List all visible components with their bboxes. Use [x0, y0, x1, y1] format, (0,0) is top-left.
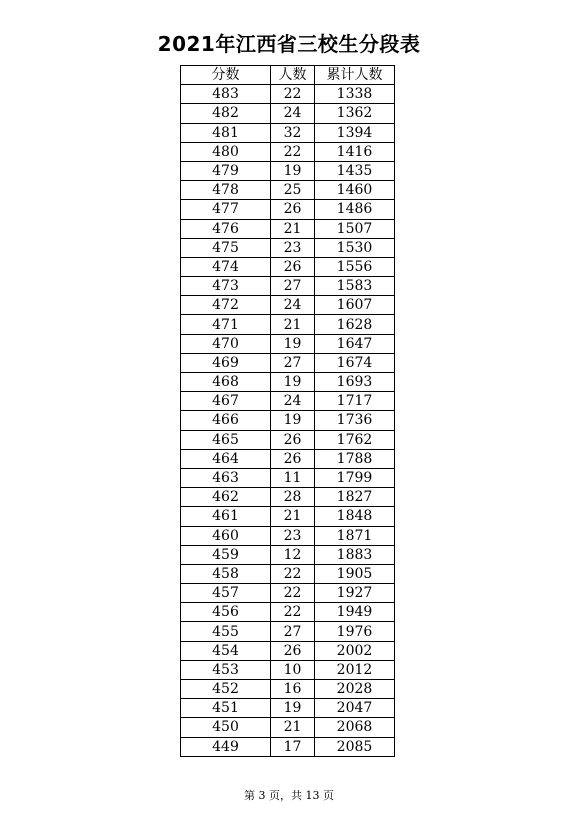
cell-count: 25 [271, 181, 315, 200]
cell-count: 24 [271, 296, 315, 315]
cell-cumulative: 1607 [315, 296, 395, 315]
cell-count: 23 [271, 238, 315, 257]
cell-cumulative: 1583 [315, 277, 395, 296]
table-row [181, 373, 395, 392]
table-row [181, 699, 395, 718]
cell-score: 449 [181, 737, 271, 756]
cell-count: 27 [271, 353, 315, 372]
cell-count: 26 [271, 449, 315, 468]
cell-cumulative: 1799 [315, 468, 395, 487]
cell-score: 482 [181, 104, 271, 123]
cell-count: 27 [271, 622, 315, 641]
cell-count: 26 [271, 430, 315, 449]
cell-cumulative: 1486 [315, 200, 395, 219]
table-row [181, 238, 395, 257]
table-row [181, 526, 395, 545]
cell-count: 16 [271, 680, 315, 699]
cell-count: 28 [271, 488, 315, 507]
cell-cumulative: 1871 [315, 526, 395, 545]
cell-score: 478 [181, 181, 271, 200]
cell-score: 450 [181, 718, 271, 737]
table-row [181, 315, 395, 334]
cell-count: 22 [271, 85, 315, 104]
cell-count: 26 [271, 257, 315, 276]
cell-score: 477 [181, 200, 271, 219]
cell-cumulative: 1949 [315, 603, 395, 622]
table-row [181, 392, 395, 411]
cell-score: 460 [181, 526, 271, 545]
cell-cumulative: 1460 [315, 181, 395, 200]
cell-cumulative: 1905 [315, 564, 395, 583]
table-body [181, 85, 395, 757]
cell-cumulative: 1647 [315, 334, 395, 353]
cell-cumulative: 1416 [315, 142, 395, 161]
cell-cumulative: 1507 [315, 219, 395, 238]
table-row [181, 488, 395, 507]
cell-count: 22 [271, 564, 315, 583]
cell-score: 461 [181, 507, 271, 526]
cell-cumulative: 2012 [315, 660, 395, 679]
cell-score: 459 [181, 545, 271, 564]
cell-score: 465 [181, 430, 271, 449]
cell-count: 23 [271, 526, 315, 545]
table-row [181, 737, 395, 756]
cell-score: 479 [181, 161, 271, 180]
header-row [181, 66, 395, 85]
table-row [181, 200, 395, 219]
cell-cumulative: 1628 [315, 315, 395, 334]
cell-score: 468 [181, 373, 271, 392]
cell-cumulative: 1394 [315, 123, 395, 142]
table-row [181, 718, 395, 737]
cell-score: 469 [181, 353, 271, 372]
cell-cumulative: 1736 [315, 411, 395, 430]
cell-cumulative: 2047 [315, 699, 395, 718]
table-row [181, 680, 395, 699]
cell-count: 21 [271, 315, 315, 334]
table-row [181, 545, 395, 564]
cell-cumulative: 1362 [315, 104, 395, 123]
cell-score: 473 [181, 277, 271, 296]
cell-score: 464 [181, 449, 271, 468]
cell-score: 467 [181, 392, 271, 411]
cell-count: 19 [271, 161, 315, 180]
cell-count: 10 [271, 660, 315, 679]
cell-score: 453 [181, 660, 271, 679]
cell-count: 21 [271, 718, 315, 737]
cell-score: 474 [181, 257, 271, 276]
cell-cumulative: 1717 [315, 392, 395, 411]
table-row [181, 641, 395, 660]
header-count: 人数 [271, 66, 315, 85]
table-row [181, 468, 395, 487]
cell-cumulative: 1788 [315, 449, 395, 468]
page-title: 2021年江西省三校生分段表 [157, 32, 421, 56]
cell-score: 475 [181, 238, 271, 257]
cell-score: 457 [181, 584, 271, 603]
cell-score: 480 [181, 142, 271, 161]
cell-count: 22 [271, 603, 315, 622]
table-row [181, 296, 395, 315]
cell-count: 26 [271, 200, 315, 219]
cell-cumulative: 1848 [315, 507, 395, 526]
table-row [181, 353, 395, 372]
table-row [181, 104, 395, 123]
cell-score: 466 [181, 411, 271, 430]
table-row [181, 219, 395, 238]
cell-count: 19 [271, 334, 315, 353]
cell-count: 19 [271, 699, 315, 718]
table-row [181, 161, 395, 180]
table-row [181, 622, 395, 641]
cell-cumulative: 1927 [315, 584, 395, 603]
cell-cumulative: 2068 [315, 718, 395, 737]
cell-count: 26 [271, 641, 315, 660]
cell-cumulative: 2028 [315, 680, 395, 699]
cell-count: 24 [271, 104, 315, 123]
cell-count: 19 [271, 411, 315, 430]
header-cumulative: 累计人数 [315, 66, 395, 85]
cell-count: 11 [271, 468, 315, 487]
header-score: 分数 [181, 66, 271, 85]
page-footer: 第 3 页，共 13 页 [244, 789, 334, 802]
cell-count: 17 [271, 737, 315, 756]
cell-score: 463 [181, 468, 271, 487]
table-row [181, 507, 395, 526]
cell-score: 462 [181, 488, 271, 507]
cell-cumulative: 1556 [315, 257, 395, 276]
table-row [181, 334, 395, 353]
cell-count: 21 [271, 219, 315, 238]
cell-score: 451 [181, 699, 271, 718]
cell-cumulative: 1674 [315, 353, 395, 372]
cell-count: 21 [271, 507, 315, 526]
cell-count: 19 [271, 373, 315, 392]
table-row [181, 564, 395, 583]
cell-score: 456 [181, 603, 271, 622]
table-row [181, 277, 395, 296]
cell-score: 470 [181, 334, 271, 353]
cell-score: 472 [181, 296, 271, 315]
cell-count: 24 [271, 392, 315, 411]
cell-cumulative: 1762 [315, 430, 395, 449]
cell-score: 452 [181, 680, 271, 699]
cell-score: 471 [181, 315, 271, 334]
table-row [181, 430, 395, 449]
cell-score: 454 [181, 641, 271, 660]
cell-count: 22 [271, 142, 315, 161]
cell-score: 455 [181, 622, 271, 641]
cell-cumulative: 1693 [315, 373, 395, 392]
cell-score: 481 [181, 123, 271, 142]
score-table [180, 65, 395, 757]
table-row [181, 181, 395, 200]
cell-count: 12 [271, 545, 315, 564]
cell-count: 27 [271, 277, 315, 296]
table-row [181, 449, 395, 468]
table-row [181, 660, 395, 679]
table-row [181, 603, 395, 622]
cell-cumulative: 1435 [315, 161, 395, 180]
table-row [181, 257, 395, 276]
cell-cumulative: 1338 [315, 85, 395, 104]
cell-cumulative: 2002 [315, 641, 395, 660]
table-row [181, 123, 395, 142]
cell-cumulative: 1976 [315, 622, 395, 641]
cell-score: 483 [181, 85, 271, 104]
table-row [181, 85, 395, 104]
table-header [181, 66, 395, 85]
cell-cumulative: 1530 [315, 238, 395, 257]
cell-count: 22 [271, 584, 315, 603]
cell-cumulative: 2085 [315, 737, 395, 756]
cell-count: 32 [271, 123, 315, 142]
cell-score: 458 [181, 564, 271, 583]
table-row [181, 142, 395, 161]
cell-score: 476 [181, 219, 271, 238]
table-row [181, 411, 395, 430]
cell-cumulative: 1827 [315, 488, 395, 507]
cell-cumulative: 1883 [315, 545, 395, 564]
table-row [181, 584, 395, 603]
